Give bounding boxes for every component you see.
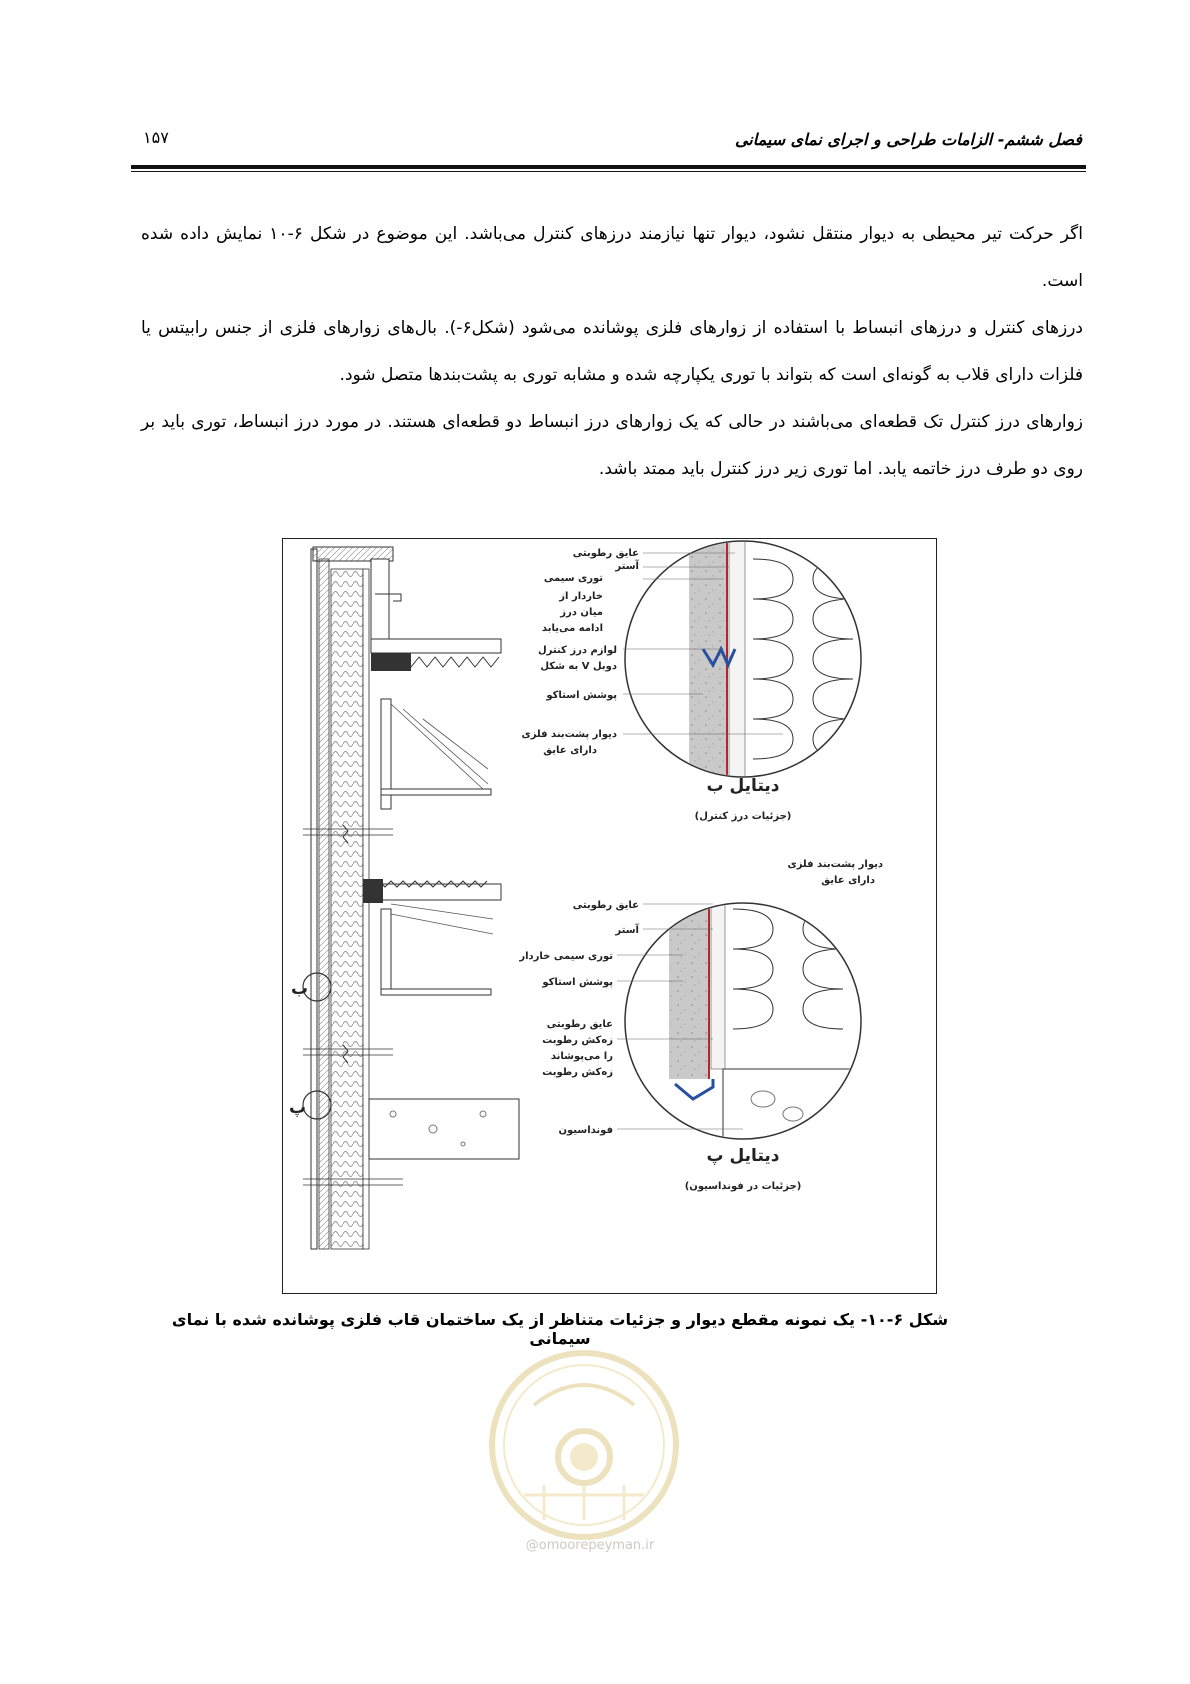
detail-p-label: پوشش استاکو bbox=[542, 977, 613, 988]
marker-p: پ bbox=[289, 1098, 307, 1118]
paragraph: درزهای کنترل و درزهای انبساط با استفاده از زوارهای فلزی پوشانده می‌شود (شکل۶-). بال‌های زوارهای فلزی از جنس رابیتس یا فلزات دارای قلاب به گونه‌ای است که بتواند با توری یکپارچه شده و مشابه توری به پشت‌بندها متصل شود. bbox=[141, 318, 1083, 385]
detail-b-label: ادامه می‌یابد bbox=[541, 623, 603, 634]
detail-b-label: به شکل V دوبل bbox=[540, 661, 617, 672]
marker-b: ب bbox=[291, 979, 309, 999]
wall-section-figure bbox=[283, 539, 935, 1292]
detail-b-label: دارای عایق bbox=[543, 745, 597, 756]
running-header-title: فصل ششم- الزامات طراحی و اجرای نمای سیمانی bbox=[734, 130, 1082, 149]
watermark-url: @omoorepeyman.ir bbox=[525, 1538, 655, 1553]
detail-p-label: فونداسیون bbox=[558, 1125, 613, 1136]
detail-p-label: دیوار پشت‌بند فلزی bbox=[787, 859, 883, 870]
wall-section-drawing bbox=[303, 547, 519, 1249]
detail-p-label: دارای عایق bbox=[821, 875, 875, 886]
detail-p-label: را می‌پوشاند bbox=[550, 1051, 613, 1062]
detail-p-label: عایق رطوبتی bbox=[546, 1019, 613, 1030]
page-number: ۱۵۷ bbox=[143, 128, 169, 147]
figure-caption: شکل ۶-۱۰- یک نمونه مقطع دیوار و جزئیات متناظر از یک ساختمان قاب فلزی پوشانده شده با نمای سیمانی bbox=[171, 1310, 949, 1348]
detail-b-drawing bbox=[623, 539, 861, 799]
body-text bbox=[141, 211, 1083, 493]
detail-b-label: خاردار از bbox=[559, 591, 603, 602]
watermark-seal bbox=[484, 1345, 684, 1545]
header-rule-thin bbox=[131, 171, 1086, 172]
detail-b-label: میان درز bbox=[560, 607, 603, 618]
detail-b-subtitle: (جزئیات درز کنترل) bbox=[694, 811, 792, 822]
detail-p-label: آستر bbox=[615, 925, 639, 936]
detail-b-label: پوشش استاکو bbox=[546, 690, 617, 701]
detail-p-label: زه‌کش رطوبت bbox=[542, 1067, 613, 1078]
figure-frame bbox=[282, 538, 937, 1294]
detail-b-label: آستر bbox=[615, 561, 639, 572]
detail-p-label: عایق رطوبتی bbox=[572, 900, 639, 911]
detail-p-label: توری سیمی خاردار bbox=[519, 951, 613, 962]
detail-p-label: زه‌کش رطوبت bbox=[542, 1035, 613, 1046]
detail-b-label: دیوار پشت‌بند فلزی bbox=[521, 729, 617, 740]
detail-b-label: عایق رطوبتی bbox=[572, 548, 639, 559]
detail-b-label: توری سیمی bbox=[543, 573, 603, 584]
detail-p-subtitle: (جزئیات در فونداسیون) bbox=[684, 1181, 802, 1192]
detail-p-drawing bbox=[617, 899, 863, 1149]
detail-p-title: دیتایل پ bbox=[706, 1146, 780, 1166]
detail-b-title: دیتایل ب bbox=[706, 776, 780, 796]
header-rule-thick bbox=[131, 165, 1086, 169]
paragraph: اگر حرکت تیر محیطی به دیوار منتقل نشود، دیوار تنها نیازمند درزهای کنترل می‌باشد. این موضوع در شکل ۶-۱۰ نمایش داده شده است. bbox=[141, 224, 1083, 291]
paragraph: زوارهای درز کنترل تک قطعه‌ای می‌باشند در حالی که یک زوارهای درز انبساط دو قطعه‌ای هستند. در مورد درز انبساط، توری باید بر روی دو طرف درز خاتمه یابد. اما توری زیر درز کنترل باید ممتد باشد. bbox=[141, 412, 1083, 479]
detail-b-label: لوازم درز کنترل bbox=[537, 645, 617, 656]
